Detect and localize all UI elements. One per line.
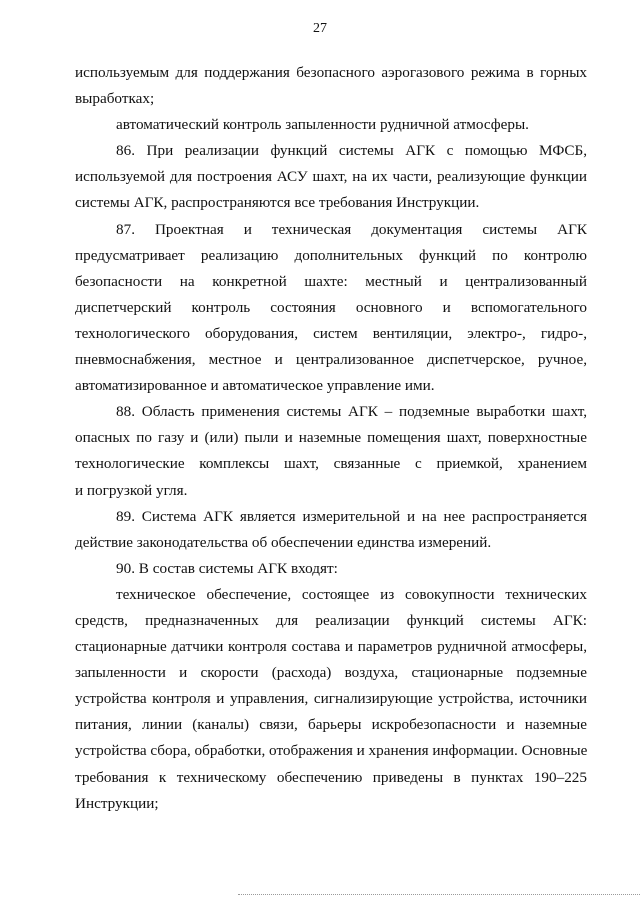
text-line: автоматический контроль запыленности рудничной атмосферы. xyxy=(116,116,529,134)
text-line: действие законодательства об обеспечении единства измерений. xyxy=(75,533,492,551)
text-line: технологического оборудования, систем вентиляции, электро-, гидро-, xyxy=(75,324,587,342)
text-line: техническое обеспечение, состоящее из совокупности технических xyxy=(116,585,587,603)
bottom-scan-edge xyxy=(238,894,640,895)
text-line: пневмоснабжения, местное и централизованное диспетчерское, ручное, xyxy=(75,351,587,369)
paragraph-p89 xyxy=(75,504,587,556)
text-line: опасных по газу и (или) пыли и наземные помещения шахт, поверхностные xyxy=(75,429,587,447)
paragraph-p88 xyxy=(75,399,587,503)
text-line: выработках; xyxy=(75,90,155,108)
page-number: 27 xyxy=(313,21,327,36)
paragraph-p-continuation xyxy=(75,60,587,112)
text-line: технологические комплексы шахт, связанные с приемкой, хранением xyxy=(75,455,587,473)
text-line: используемой для построения АСУ шахт, на их части, реализующие функции xyxy=(75,168,587,186)
text-line: используемым для поддержания безопасного аэрогазового режима в горных xyxy=(75,64,587,81)
text-line: диспетчерский контроль состояния основного и вспомогательного xyxy=(75,298,587,316)
text-line: 88. Область применения системы АГК – подземные выработки шахт, xyxy=(116,403,587,421)
paragraph-p86 xyxy=(75,138,587,216)
text-line: 90. В состав системы АГК входят: xyxy=(116,559,338,577)
text-line: 87. Проектная и техническая документация системы АГК xyxy=(116,220,587,238)
text-line: предусматривает реализацию дополнительных функций по контролю xyxy=(75,246,587,264)
text-line: 89. Система АГК является измерительной и на нее распространяется xyxy=(116,507,587,525)
text-line: средств, предназначенных для реализации функций системы АГК: xyxy=(75,611,587,629)
text-line: питания, линии (каналы) связи, барьеры искробезопасности и наземные xyxy=(75,716,587,734)
text-line: безопасности на конкретной шахте: местный и централизованный xyxy=(75,272,587,290)
text-line: автоматизированное и автоматическое управление ими. xyxy=(75,377,435,395)
text-line: запыленности и скорости (расхода) воздуха, стационарные подземные xyxy=(75,664,587,682)
paragraph-p-dust-control xyxy=(75,112,587,138)
paragraph-p90-hardware xyxy=(75,582,587,817)
text-line: требования к техническому обеспечению приведены в пунктах 190–225 xyxy=(75,768,587,786)
document-body xyxy=(75,60,587,817)
text-line: и погрузкой угля. xyxy=(75,481,188,499)
text-line: устройства контроля и управления, сигнализирующие устройства, источники xyxy=(75,690,587,708)
text-line: устройства сбора, обработки, отображения и хранения информации. Основные xyxy=(75,742,587,760)
text-line: 86. При реализации функций системы АГК с помощью МФСБ, xyxy=(116,142,587,160)
text-line: стационарные датчики контроля состава и параметров рудничной атмосферы, xyxy=(75,638,587,656)
paragraph-p90 xyxy=(75,556,587,582)
paragraph-p87 xyxy=(75,217,587,400)
text-line: системы АГК, распространяются все требования Инструкции. xyxy=(75,194,480,212)
text-line: Инструкции; xyxy=(75,794,159,812)
